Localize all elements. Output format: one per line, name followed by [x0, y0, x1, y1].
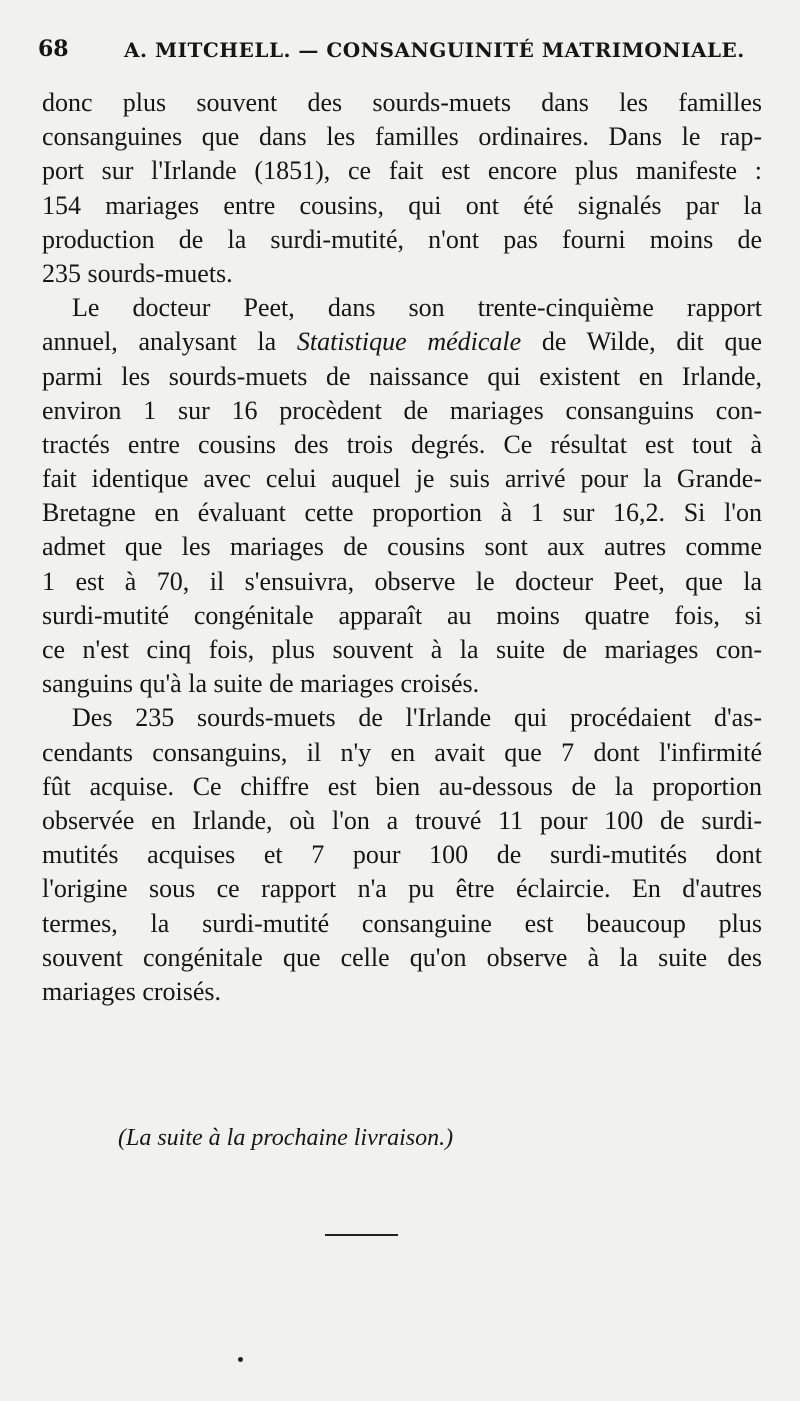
text-line: mariages croisés.	[42, 976, 222, 1006]
page-header	[38, 36, 798, 76]
footnote-rule	[325, 1234, 398, 1236]
text-line: Bretagne en évaluant cette proportion à 1 sur 16,2. Si l'on	[42, 498, 762, 528]
text-line: ce n'est cinq fois, plus souvent à la suite de mariages con-	[42, 635, 762, 664]
text-line: production de la surdi-mutité, n'ont pas fourni moins de	[42, 224, 762, 254]
italic-title: Statistique médicale	[296, 327, 522, 357]
text-line: parmi les sourds-muets de naissance qui existent en Irlande,	[42, 361, 762, 391]
text-line: tractés entre cousins des trois degrés. Ce résultat est tout à	[42, 429, 762, 459]
text-line: Des 235 sourds-muets de l'Irlande qui procédaient d'as-	[72, 703, 762, 733]
text-line: 154 mariages entre cousins, qui ont été signalés par la	[42, 190, 762, 220]
text-line: observée en Irlande, où l'on a trouvé 11 pour 100 de surdi-	[42, 805, 762, 835]
text-fragment: de Wilde, dit que	[521, 327, 762, 357]
text-line-with-italic	[42, 325, 762, 359]
text-line: fût acquise. Ce chiffre est bien au-dessous de la proportion	[42, 771, 762, 801]
text-line: 235 sourds-muets.	[42, 258, 233, 288]
text-line: admet que les mariages de cousins sont aux autres comme	[42, 532, 762, 562]
body-text	[42, 86, 762, 1009]
text-line: l'origine sous ce rapport n'a pu être éclaircie. En d'autres	[42, 874, 762, 904]
paragraph-3	[42, 701, 762, 1009]
text-line: fait identique avec celui auquel je suis arrivé pour la Grande-	[42, 464, 762, 494]
text-line: Le docteur Peet, dans son trente-cinquième rapport	[72, 293, 762, 323]
text-line: cendants consanguins, il n'y en avait que 7 dont l'infirmité	[42, 737, 762, 767]
text-line: environ 1 sur 16 procèdent de mariages consanguins con-	[42, 395, 762, 425]
text-line: surdi-mutité congénitale apparaît au moins quatre fois, si	[42, 600, 762, 630]
text-line: sanguins qu'à la suite de mariages croisés.	[42, 669, 480, 699]
text-line: termes, la surdi-mutité consanguine est beaucoup plus	[42, 908, 762, 938]
text-line: port sur l'Irlande (1851), ce fait est encore plus manifeste :	[42, 156, 762, 186]
text-fragment: annuel, analysant la	[42, 327, 297, 357]
page-number: 68	[38, 36, 69, 62]
ink-dot	[238, 1357, 243, 1362]
text-line: mutités acquises et 7 pour 100 de surdi-mutités dont	[42, 840, 762, 870]
text-line: consanguines que dans les familles ordinaires. Dans le rap-	[42, 122, 762, 152]
text-line: donc plus souvent des sourds-muets dans les familles	[42, 88, 762, 117]
continuation-note: (La suite à la prochaine livraison.)	[118, 1125, 454, 1151]
paragraph-1	[42, 86, 762, 291]
text-line: 1 est à 70, il s'ensuivra, observe le docteur Peet, que la	[42, 566, 762, 596]
paragraph-2	[42, 291, 762, 701]
text-line: souvent congénitale que celle qu'on observe à la suite des	[42, 942, 762, 972]
running-head: A. MITCHELL. — CONSANGUINITÉ MATRIMONIALE.	[124, 38, 745, 62]
